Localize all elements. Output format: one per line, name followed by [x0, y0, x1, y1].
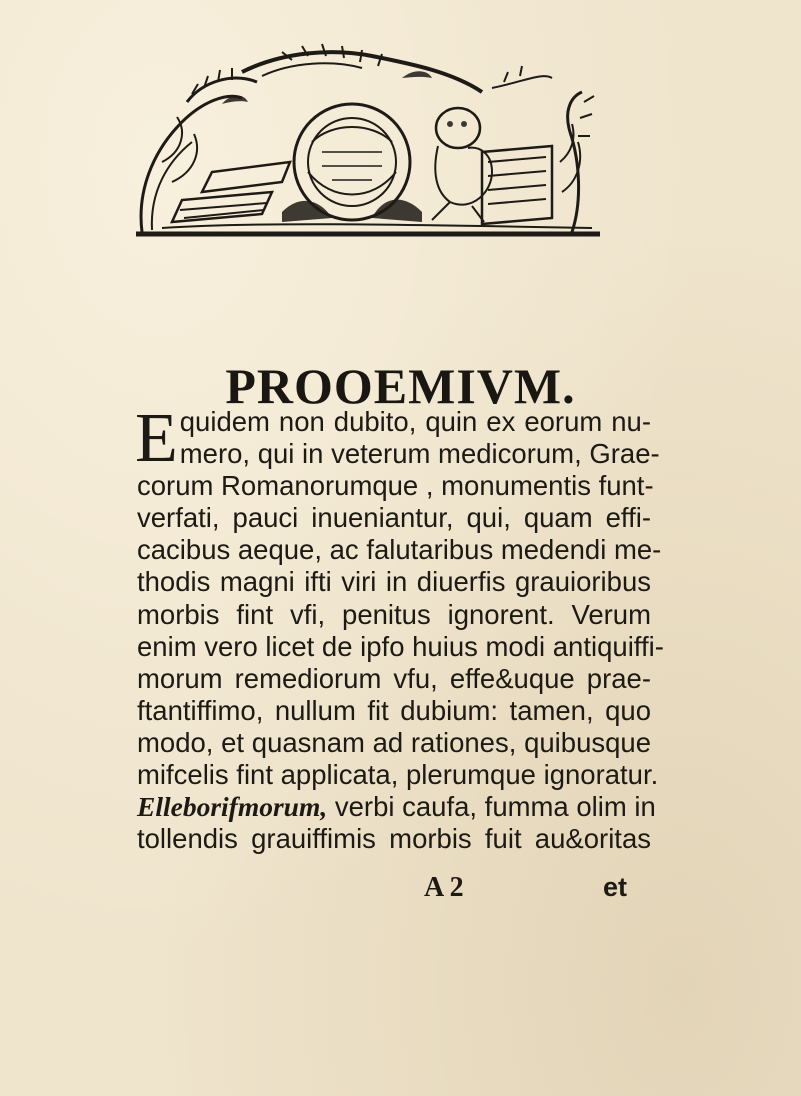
text-fragment: verbi caufa, fumma olim in: [327, 791, 656, 823]
text-line: quidem non dubito, quin ex eorum nu-: [179, 406, 651, 437]
ornament-engraving-icon: [132, 42, 604, 242]
signature-mark: A 2: [424, 872, 464, 903]
text-line: morum remediorum vfu, effe&uque prae-: [137, 662, 651, 694]
text-line: modo, et quasnam ad rationes, quibusque: [137, 726, 651, 758]
headpiece-ornament: [132, 42, 604, 242]
text-line: ftantiffimo, nullum fit dubium: tamen, quo: [137, 694, 651, 726]
page-title: PROOEMIVM.: [225, 358, 576, 414]
italic-word: Elleborifmorum,: [137, 791, 328, 823]
text-line: mifcelis fint applicata, plerumque ignoratur.: [137, 759, 659, 791]
text-line: corum Romanorumque , monumentis funt-: [137, 470, 654, 502]
text-line: cacibus aeque, ac falutaribus medendi me-: [137, 534, 662, 566]
text-line: [137, 791, 656, 823]
text-line: mero, qui in veterum medicorum, Grae-: [179, 438, 660, 470]
drop-initial: E: [135, 400, 178, 477]
text-line: thodis magni ifti viri in diuerfis grauioribus: [137, 566, 651, 598]
text-line: tollendis grauiffimis morbis fuit au&oritas: [137, 823, 651, 855]
text-body: [135, 400, 664, 855]
text-line: morbis fint vfi, penitus ignorent. Verum: [137, 598, 651, 630]
text-line: verfati, pauci inueniantur, qui, quam effi-: [137, 502, 651, 534]
text-line: enim vero licet de ipfo huius modi antiquiffi-: [137, 630, 664, 662]
catchword: et: [603, 872, 628, 902]
page-footer: [0, 872, 801, 906]
